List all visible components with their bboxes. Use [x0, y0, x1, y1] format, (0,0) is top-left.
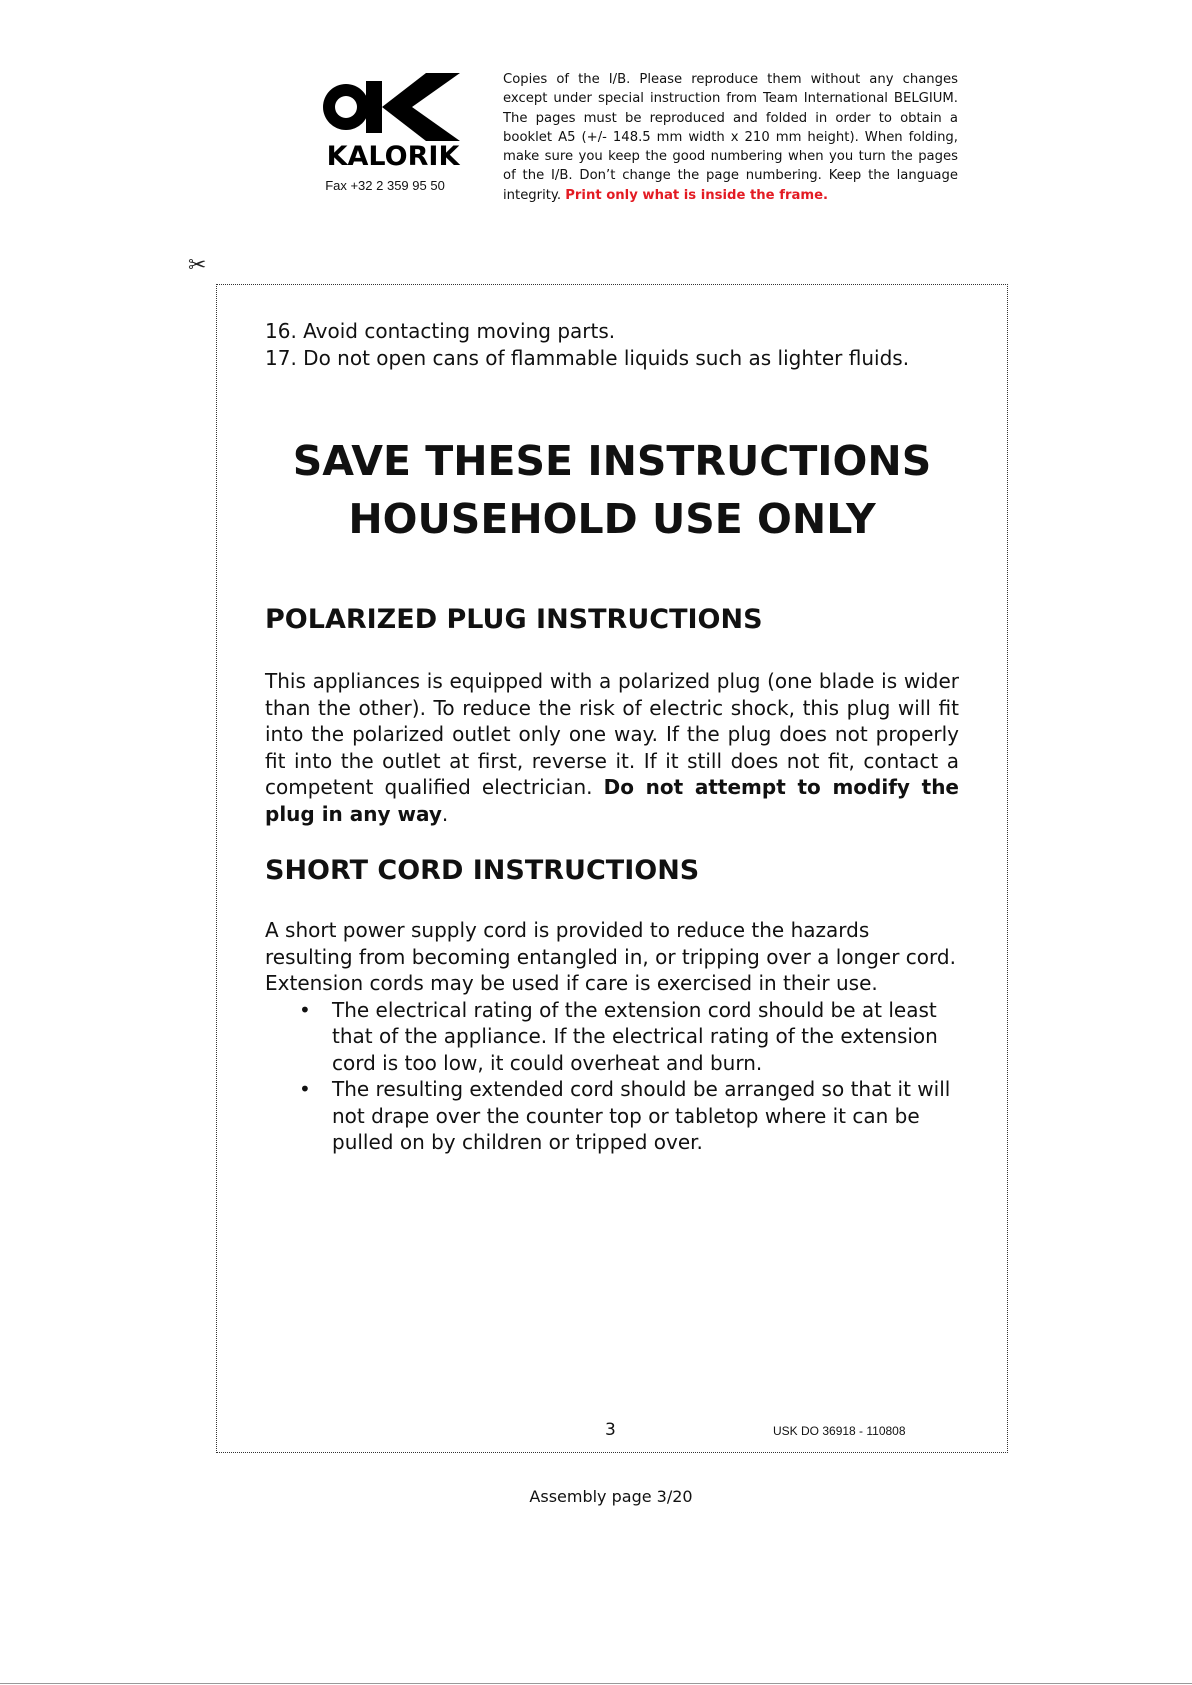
big-titles: [265, 432, 959, 548]
scissors-icon: ✂: [188, 253, 207, 278]
short-cord-line-2: Extension cords may be used if care is exercised in their use.: [265, 971, 878, 995]
household-use-title: HOUSEHOLD USE ONLY: [348, 495, 876, 543]
document-code: USK DO 36918 - 110808: [773, 1424, 906, 1438]
bullet-text: The electrical rating of the extension cord should be at least that of the appliance. If the electrical rating of the extension cord is too low, it could overheat and burn.: [332, 997, 938, 1075]
bullet-text: The resulting extended cord should be arranged so that it will not drape over the counter top or tabletop where it can be pulled on by children or tripped over.: [332, 1077, 951, 1154]
polarized-section: [265, 604, 959, 635]
page-number: 3: [605, 1420, 616, 1440]
assembly-page: Assembly page 3/20: [529, 1487, 693, 1506]
short-cord-section: [265, 855, 959, 886]
short-cord-heading: SHORT CORD INSTRUCTIONS: [265, 855, 700, 886]
fax-number: Fax +32 2 359 95 50: [325, 178, 445, 193]
bullet-icon: •: [299, 997, 311, 1022]
list-item: [265, 1076, 959, 1156]
safety-item-16: 16. Avoid contacting moving parts.: [265, 319, 616, 343]
short-cord-body: [265, 917, 959, 1156]
notice-red-text: Print only what is inside the frame.: [565, 187, 829, 203]
short-cord-bullets: [265, 997, 959, 1156]
print-notice: [503, 70, 958, 205]
polarized-bold-text: Do not attempt to modify the plug in any way: [265, 775, 959, 826]
bullet-icon: •: [299, 1077, 311, 1101]
short-cord-line-1: A short power supply cord is provided to reduce the hazards resulting from becoming entangled in, or tripping over a longer cord.: [265, 918, 956, 969]
save-instructions-title: SAVE THESE INSTRUCTIONS: [292, 437, 932, 485]
safety-item-17: 17. Do not open cans of flammable liquids such as lighter fluids.: [265, 346, 910, 370]
kalorik-logo: [322, 73, 464, 169]
list-item: [265, 997, 959, 1077]
polarized-text: [265, 668, 959, 827]
polarized-body: [265, 668, 959, 827]
bottom-divider: [0, 1683, 1192, 1684]
safety-items: [265, 318, 959, 372]
brand-text: KALORIK: [326, 141, 460, 169]
polarized-text-main: This appliances is equipped with a polarized plug (one blade is wider than the other). To reduce the risk of electric shock, this plug will fit into the polarized outlet only one way. If the plug does not properly fit into the outlet at first, reverse it. If it still does not fit, contact a competent qualified electrician.: [265, 669, 959, 799]
notice-text: Copies of the I/B. Please reproduce them without any changes except under special instruction from Team International BELGIUM. The pages must be reproduced and folded in order to obtain a booklet A5 (+/- 148.5 mm width x 210 mm height). When folding, make sure you keep the good numbering when you turn the pages of the I/B. Don’t change the page numbering. Keep the language integrity.: [503, 72, 958, 203]
polarized-heading: POLARIZED PLUG INSTRUCTIONS: [265, 604, 763, 635]
polarized-end: .: [441, 801, 449, 826]
